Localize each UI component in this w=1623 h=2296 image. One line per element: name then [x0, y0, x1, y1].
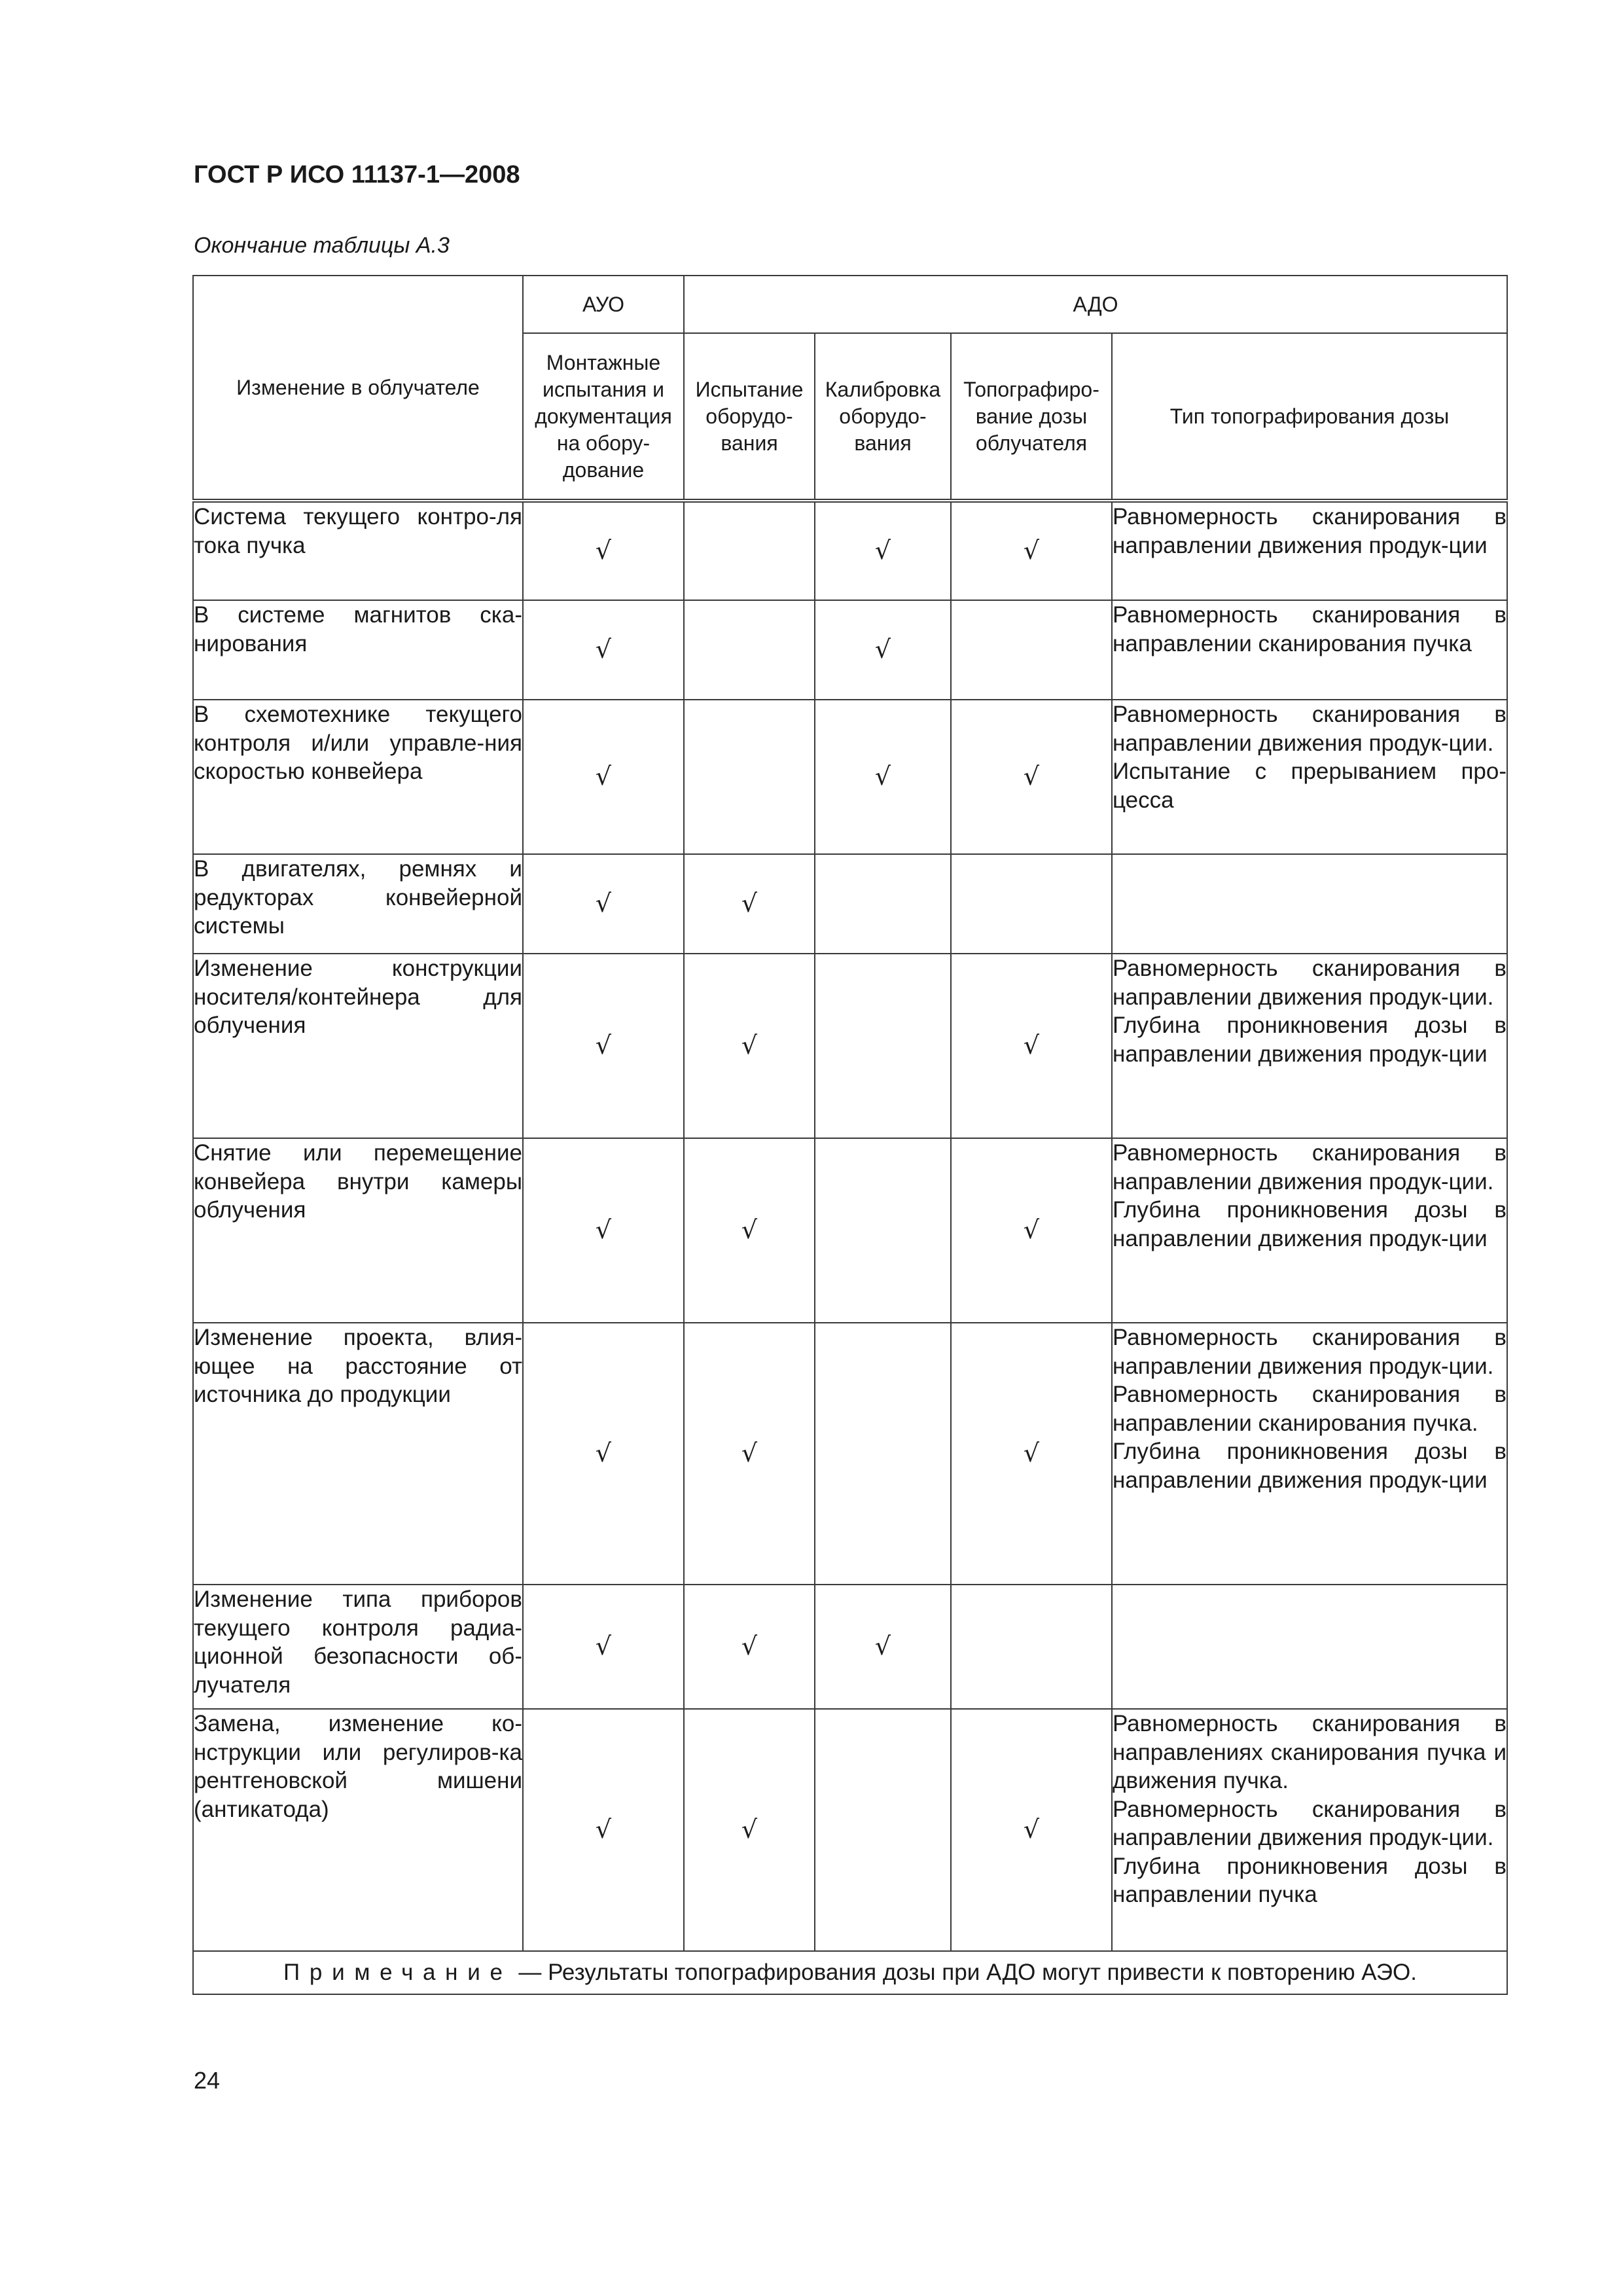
cell-mapping-type — [1112, 954, 1507, 1138]
note-label: Примечание — [283, 1960, 512, 1986]
cell-test-check: √ — [684, 1709, 815, 1951]
cell-mapping-type — [1112, 501, 1507, 600]
cell-mapping-check — [951, 600, 1112, 700]
header-group-auo: АУО — [523, 276, 684, 333]
mapping-type-line: Равномерность сканирования в направлении движения продук-ции. — [1113, 956, 1507, 1010]
header-group-ado: АДО — [684, 276, 1507, 333]
table-body — [193, 501, 1507, 1951]
cell-install-check: √ — [523, 1138, 684, 1323]
cell-calib-check: √ — [815, 501, 951, 600]
cell-change: Изменение конструкции носителя/контейнера для облучения — [193, 954, 523, 1138]
cell-change: В системе магнитов ска-нирования — [193, 600, 523, 700]
table-row — [193, 954, 1507, 1138]
cell-mapping-type — [1112, 1585, 1507, 1709]
mapping-type-line: Равномерность сканирования в направлении сканирования пучка. — [1113, 1382, 1507, 1436]
mapping-type-line: Равномерность сканирования в направлении движения продук-ции. — [1113, 702, 1507, 756]
cell-install-check: √ — [523, 501, 684, 600]
cell-change: Изменение типа приборов текущего контроля радиа-ционной безопасности об-лучателя — [193, 1585, 523, 1709]
cell-calib-check — [815, 1323, 951, 1585]
header-change: Изменение в облучателе — [193, 276, 523, 501]
cell-calib-check — [815, 1138, 951, 1323]
cell-mapping-type — [1112, 600, 1507, 700]
note-text: — Результаты топографирования дозы при АДО могут привести к повторению АЭО. — [512, 1960, 1417, 1986]
page-number: 24 — [194, 2067, 221, 2094]
mapping-type-line: Глубина проникновения дозы в направлении движения продук-ции — [1113, 1197, 1507, 1251]
cell-mapping-type — [1112, 1323, 1507, 1585]
cell-install-check: √ — [523, 854, 684, 954]
cell-calib-check — [815, 1709, 951, 1951]
mapping-type-line: Равномерность сканирования в направлении движения продук-ции. — [1113, 1140, 1507, 1194]
cell-test-check — [684, 600, 815, 700]
table-row — [193, 700, 1507, 854]
cell-calib-check: √ — [815, 1585, 951, 1709]
cell-calib-check: √ — [815, 600, 951, 700]
cell-install-check: √ — [523, 1585, 684, 1709]
cell-mapping-check: √ — [951, 1709, 1112, 1951]
table-row — [193, 854, 1507, 954]
table-row — [193, 1138, 1507, 1323]
cell-mapping-check: √ — [951, 1138, 1112, 1323]
mapping-type-line: Равномерность сканирования в направлении движения продук-ции. — [1113, 1325, 1507, 1379]
cell-mapping-check — [951, 854, 1112, 954]
header-test: Испытание оборудо-вания — [684, 333, 815, 501]
table-row — [193, 600, 1507, 700]
mapping-type-line: Равномерность сканирования в направлении движения продук-ции — [1113, 504, 1507, 558]
table-note — [193, 1951, 1507, 1994]
header-type: Тип топографирования дозы — [1112, 333, 1507, 501]
cell-mapping-check: √ — [951, 501, 1112, 600]
cell-mapping-type — [1112, 854, 1507, 954]
cell-test-check: √ — [684, 1323, 815, 1585]
cell-install-check: √ — [523, 700, 684, 854]
cell-install-check: √ — [523, 954, 684, 1138]
cell-test-check — [684, 700, 815, 854]
table-row — [193, 501, 1507, 600]
cell-change: Замена, изменение ко-нструкции или регулиров-ка рентгеновской мишени (антикатода) — [193, 1709, 523, 1951]
cell-mapping-type — [1112, 1709, 1507, 1951]
mapping-type-line: Глубина проникновения дозы в направлении движения продук-ции — [1113, 1439, 1507, 1493]
cell-mapping-type — [1112, 700, 1507, 854]
cell-change: Изменение проекта, влия-ющее на расстояние от источника до продукции — [193, 1323, 523, 1585]
cell-test-check: √ — [684, 954, 815, 1138]
cell-change: Система текущего контро-ля тока пучка — [193, 501, 523, 600]
mapping-type-line: Глубина проникновения дозы в направлении движения продук-ции — [1113, 1013, 1507, 1067]
cell-mapping-type — [1112, 1138, 1507, 1323]
table-row — [193, 1585, 1507, 1709]
cell-calib-check — [815, 954, 951, 1138]
cell-test-check: √ — [684, 1585, 815, 1709]
document-header: ГОСТ Р ИСО 11137-1—2008 — [194, 161, 520, 188]
mapping-type-line: Равномерность сканирования в направлениях сканирования пучка и движения пучка. — [1113, 1711, 1507, 1793]
cell-change: Снятие или перемещение конвейера внутри камеры облучения — [193, 1138, 523, 1323]
cell-test-check: √ — [684, 1138, 815, 1323]
mapping-type-line: Глубина проникновения дозы в направлении пучка — [1113, 1853, 1507, 1907]
cell-install-check: √ — [523, 1709, 684, 1951]
cell-install-check: √ — [523, 1323, 684, 1585]
cell-change: В схемотехнике текущего контроля и/или управле-ния скоростью конвейера — [193, 700, 523, 854]
mapping-type-line: Испытание с прерыванием про-цесса — [1113, 759, 1507, 813]
requalification-table — [192, 275, 1508, 1995]
cell-mapping-check: √ — [951, 700, 1112, 854]
table-row — [193, 1709, 1507, 1951]
cell-mapping-check: √ — [951, 1323, 1112, 1585]
table-caption: Окончание таблицы А.3 — [194, 233, 450, 258]
mapping-type-line: Равномерность сканирования в направлении движения продук-ции. — [1113, 1796, 1507, 1850]
cell-calib-check — [815, 854, 951, 954]
cell-test-check: √ — [684, 854, 815, 954]
cell-calib-check: √ — [815, 700, 951, 854]
cell-install-check: √ — [523, 600, 684, 700]
cell-change: В двигателях, ремнях и редукторах конвейерной системы — [193, 854, 523, 954]
cell-test-check — [684, 501, 815, 600]
mapping-type-line: Равномерность сканирования в направлении сканирования пучка — [1113, 602, 1507, 656]
header-calib: Калибровка оборудо-вания — [815, 333, 951, 501]
cell-mapping-check — [951, 1585, 1112, 1709]
cell-mapping-check: √ — [951, 954, 1112, 1138]
header-mapping: Топографиро-вание дозы облучателя — [951, 333, 1112, 501]
table-row — [193, 1323, 1507, 1585]
header-install: Монтажные испытания и документация на обору-дование — [523, 333, 684, 501]
